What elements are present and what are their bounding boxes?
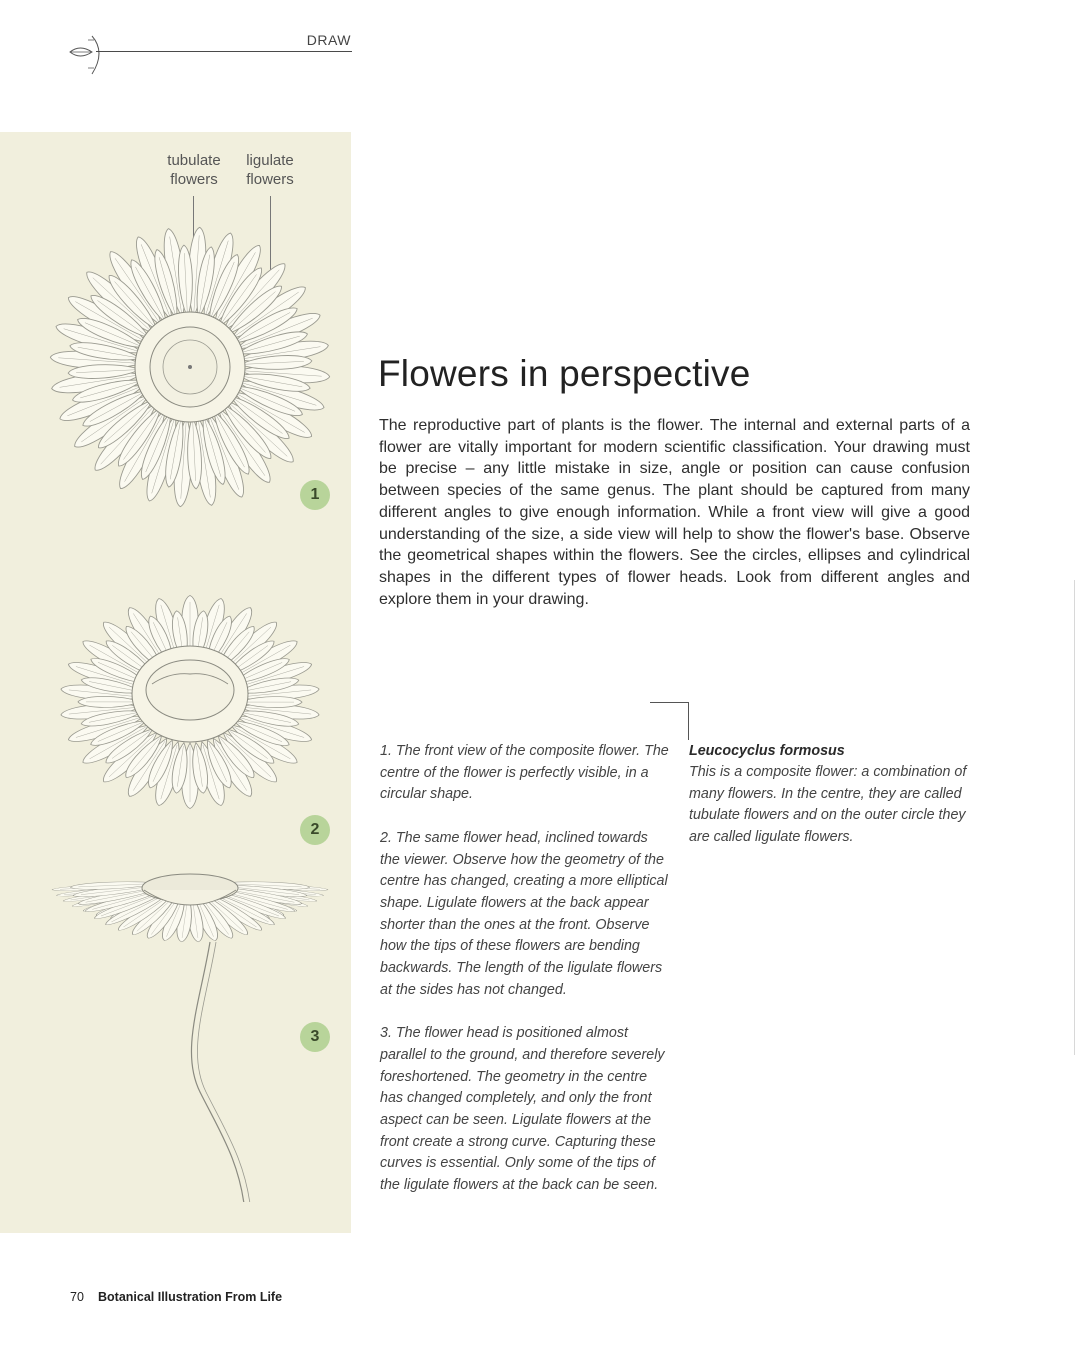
callout-tubulate: tubulate flowers bbox=[167, 152, 221, 188]
page-number: 70 bbox=[70, 1290, 84, 1304]
figure-badge-1: 1 bbox=[300, 480, 330, 510]
bracket-mark-horizontal bbox=[650, 702, 688, 703]
section-label: DRAW bbox=[306, 32, 351, 48]
figure-captions bbox=[380, 741, 670, 1218]
flower-inclined-view-drawing bbox=[40, 590, 340, 825]
caption-3: 3. The flower head is positioned almost parallel to the ground, and therefore severely foreshortened. The geometry in the centre has changed completely, and only the front aspect can be seen. Ligulate flowers at the front create a strong curve. Capturing these curves is essential. Only some of the tips of the ligulate flowers at the back can be seen. bbox=[380, 1025, 665, 1194]
page-edge-mark bbox=[1074, 580, 1075, 1055]
intro-paragraph: The reproductive part of plants is the flower. The internal and external parts of a flower are vitally important for modern scientific classification. Your drawing must be precise – any little mistake in size, angle or position can cause confusion between species of the same genus. The plant should be captured from many different angles to give enough information. While a front view will give a good understanding of the size, a side view will help to show the flower's base. Observe the geometrical shapes within the flowers. See the circles, ellipses and cylindrical shapes in the different types of flower heads. Look from different angles and explore them in your drawing. bbox=[379, 417, 970, 608]
species-name: Leucocyclus formosus bbox=[689, 743, 845, 759]
caption-1: 1. The front view of the composite flower. The centre of the flower is perfectly visible, in a circular shape. bbox=[380, 743, 669, 803]
caption-2: 2. The same flower head, inclined towards the viewer. Observe how the geometry of the centre has changed, creating a more elliptical shape. Ligulate flowers at the back appear shorter than the ones at the front. Observe how the tips of these flowers are bending backwards. The length of the ligulate flowers at the sides has not changed. bbox=[380, 829, 668, 998]
leaf-logo-icon bbox=[66, 32, 110, 78]
callout-ligulate: ligulate flowers bbox=[246, 152, 294, 188]
figure-badge-2: 2 bbox=[300, 815, 330, 845]
figure-badge-3: 3 bbox=[300, 1022, 330, 1052]
bracket-mark-vertical bbox=[688, 702, 689, 740]
header-rule bbox=[96, 51, 352, 52]
species-description: This is a composite flower: a combination of many flowers. In the centre, they are called tubulate flowers and on the outer circle they are called ligulate flowers. bbox=[689, 764, 967, 846]
book-title: Botanical Illustration From Life bbox=[98, 1290, 283, 1304]
flower-side-view-drawing bbox=[40, 862, 340, 1202]
flower-front-view-drawing bbox=[40, 225, 340, 510]
page-title: Flowers in perspective bbox=[378, 353, 751, 394]
